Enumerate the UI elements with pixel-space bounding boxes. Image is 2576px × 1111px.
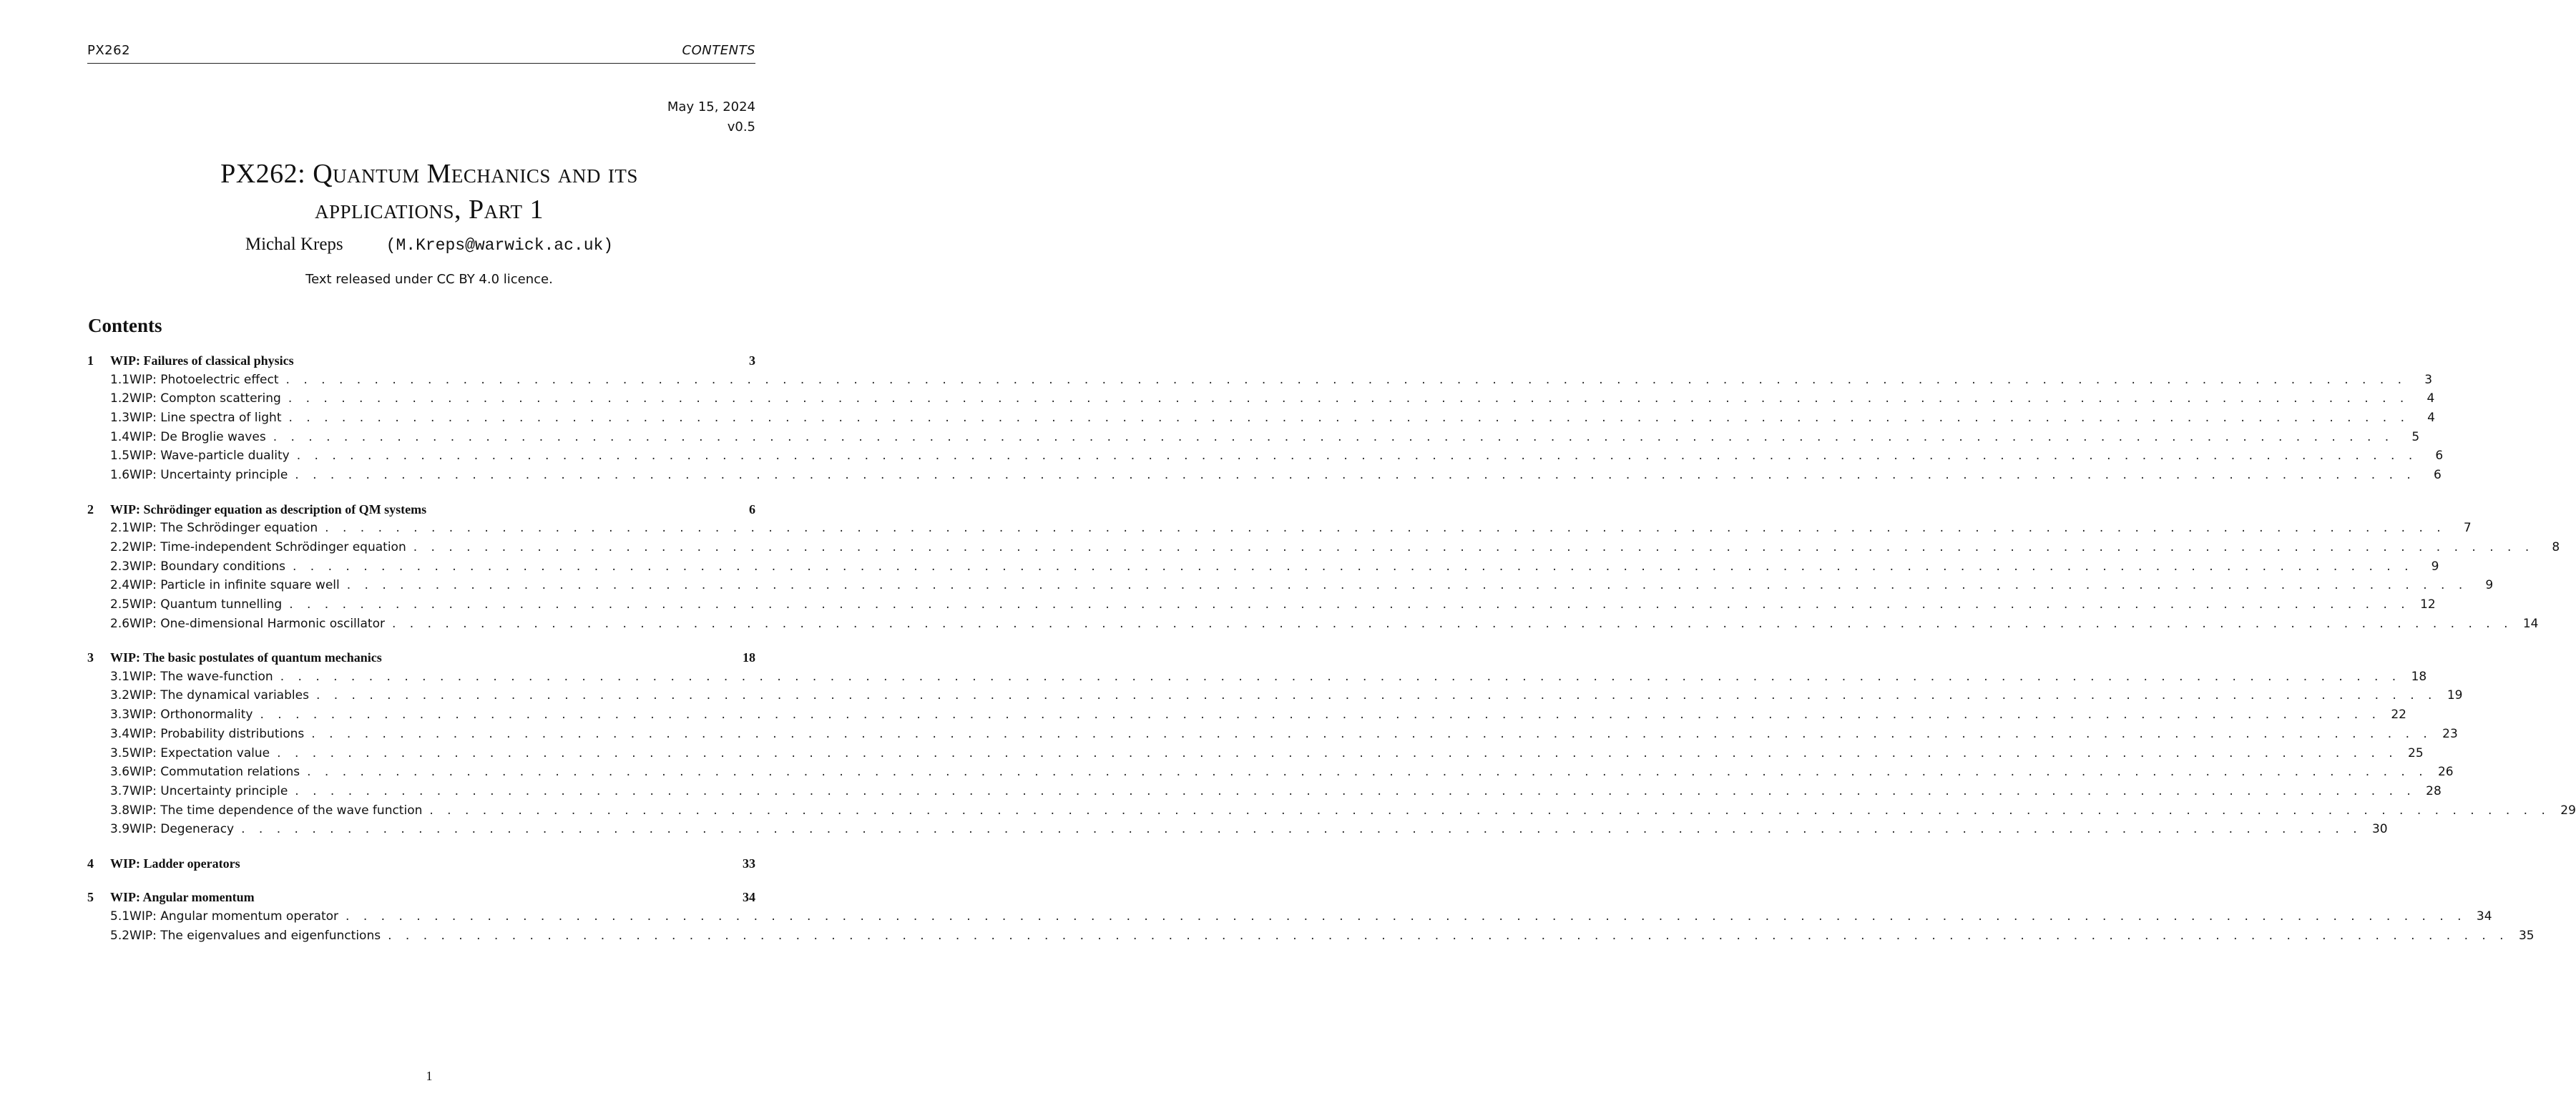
toc-subsection-page: 28 <box>2426 783 2442 798</box>
toc-subsection-entry[interactable] <box>87 803 2576 823</box>
toc-section-page: 33 <box>743 856 755 871</box>
toc-leader: . . . . . . . . . . . . . . . . . . . . . . . . . . . . . . . . . . . . . . . . . . . . . . . . . . . . . . . . . . . . . . . . . . . . . . . . . . . . . . . . . . . . . . . . . . . . . . . . . . . . . . . . . . . . . . . . . . . . . . . . <box>280 669 2401 684</box>
toc-subsection-number: 1.6 <box>110 467 130 482</box>
date-block <box>667 97 755 137</box>
toc-section-entry[interactable] <box>87 856 755 876</box>
toc-section-page: 34 <box>743 890 755 905</box>
toc-subsection-page: 8 <box>2552 539 2560 554</box>
toc-subsection-number: 2.6 <box>110 616 130 631</box>
toc-subsection-entry[interactable] <box>87 909 2492 929</box>
toc-leader: . . . . . . . . . . . . . . . . . . . . . . . . . . . . . . . . . . . . . . . . . . . . . . . . . . . . . . . . . . . . . . . . . . . . . . . . . . . . . . . . . . . . . . . . . . . . . . . . . . . . . . . . . . . . . . . . . . . . . . . . <box>277 745 2398 760</box>
toc-subsection-number: 1.3 <box>110 410 130 425</box>
toc-leader: . . . . . . . . . . . . . . . . . . . . . . . . . . . . . . . . . . . . . . . . . . . . . . . . . . . . . . . . . . . . . . . . . . . . . . . . . . . . . . . . . . . . . . . . . . . . . . . . . . . . . . . . . . . . . . . . . . . . . . . . <box>413 539 2535 554</box>
toc-subsection-page: 14 <box>2522 616 2539 631</box>
toc-leader: . . . . . . . . . . . . . . . . . . . . . . . . . . . . . . . . . . . . . . . . . . . . . . . . . . . . . . . . . . . . . . . . . . . . . . . . . . . . . . . . . . . . . . . . . . . . . . . . . . . . . . . . . . . . . . . . . . . . . . . . <box>289 597 2410 612</box>
toc-subsection-entry[interactable] <box>87 559 2439 579</box>
toc-subsection-entry[interactable] <box>87 391 2435 411</box>
toc-subsection-page: 29 <box>2560 803 2576 818</box>
toc-leader: . . . . . . . . . . . . . . . . . . . . . . . . . . . . . . . . . . . . . . . . . . . . . . . . . . . . . . . . . . . . . . . . . . . . . . . . . . . . . . . . . . . . . . . . . . . . . . . . . . . . . . . . . . . . . . . . . . . . . . . . <box>295 467 2416 482</box>
toc-subsection-title: WIP: The Schrödinger equation <box>129 521 318 536</box>
toc-subsection-title: WIP: Probability distributions <box>129 726 305 741</box>
toc-section-page: 18 <box>743 650 755 665</box>
header-course-code: PX262 <box>87 43 131 58</box>
toc-subsection-entry[interactable] <box>87 708 2406 727</box>
toc-subsection-entry[interactable] <box>87 467 2442 487</box>
toc-subsection-number: 2.4 <box>110 578 130 593</box>
table-of-contents <box>87 353 2576 962</box>
toc-subsection-page: 7 <box>2463 521 2472 536</box>
document-date: May 15, 2024 <box>667 99 755 114</box>
toc-subsection-title: WIP: Photoelectric effect <box>129 372 279 387</box>
toc-subsection-page: 23 <box>2442 726 2458 741</box>
toc-leader: . . . . . . . . . . . . . . . . . . . . . . . . . . . . . . . . . . . . . . . . . . . . . . . . . . . . . . . . . . . . . . . . . . . . . . . . . . . . . . . . . . . . . . . . . . . . . . . . . . . . . . . . . . . . . . . . . . . . . . . . <box>288 391 2409 406</box>
toc-leader: . . . . . . . . . . . . . . . . . . . . . . . . . . . . . . . . . . . . . . . . . . . . . . . . . . . . . . . . . . . . . . . . . . . . . . . . . . . . . . . . . . . . . . . . . . . . . . . . . . . . . . . . . . . . . . . . . . . . . . . . <box>388 928 2509 943</box>
toc-leader: . . . . . . . . . . . . . . . . . . . . . . . . . . . . . . . . . . . . . . . . . . . . . . . . . . . . . . . . . . . . . . . . . . . . . . . . . . . . . . . . . . . . . . . . . . . . . . . . . . . . . . . . . . . . . . . . . . . . . . . . <box>311 726 2432 741</box>
toc-subsection-page: 6 <box>2435 449 2444 464</box>
toc-section-entry[interactable] <box>87 650 755 670</box>
toc-subsection-title: WIP: Degeneracy <box>129 822 235 837</box>
toc-subsection-number: 1.2 <box>110 391 130 406</box>
toc-subsection-title: WIP: Angular momentum operator <box>129 909 339 924</box>
toc-subsection-page: 25 <box>2408 745 2424 760</box>
toc-section-title: WIP: Failures of classical physics <box>110 353 294 368</box>
toc-subsection-entry[interactable] <box>87 783 2442 803</box>
toc-subsection-title: WIP: The dynamical variables <box>129 688 309 703</box>
toc-section-number: 3 <box>87 650 94 665</box>
toc-subsection-title: WIP: Compton scattering <box>129 391 281 406</box>
toc-section-number: 2 <box>87 501 94 517</box>
toc-subsection-number: 2.1 <box>110 521 130 536</box>
toc-subsection-entry[interactable] <box>87 578 2494 597</box>
toc-section <box>87 856 755 876</box>
toc-section <box>87 650 2576 841</box>
toc-leader: . . . . . . . . . . . . . . . . . . . . . . . . . . . . . . . . . . . . . . . . . . . . . . . . . . . . . . . . . . . . . . . . . . . . . . . . . . . . . . . . . . . . . . . . . . . . . . . . . . . . . . . . . . . . . . . . . . . . . . . . <box>391 616 2513 631</box>
licence-note: Text released under CC BY 4.0 licence. <box>305 272 553 287</box>
toc-subsection-title: WIP: One-dimensional Harmonic oscillator <box>129 616 385 631</box>
toc-leader: . . . . . . . . . . . . . . . . . . . . . . . . . . . . . . . . . . . . . . . . . . . . . . . . . . . . . . . . . . . . . . . . . . . . . . . . . . . . . . . . . . . . . . . . . . . . . . . . . . . . . . . . . . . . . . . . . . . . . . . . <box>429 803 2550 818</box>
toc-section-title: WIP: Angular momentum <box>110 890 255 905</box>
toc-subsection-page: 34 <box>2476 909 2492 924</box>
toc-subsection-entry[interactable] <box>87 597 2436 617</box>
toc-subsection-page: 19 <box>2447 688 2463 703</box>
toc-subsection-title: WIP: Boundary conditions <box>129 559 285 574</box>
toc-subsection-page: 4 <box>2426 391 2435 406</box>
toc-subsection-title: WIP: Particle in infinite square well <box>129 578 340 593</box>
header-section-name: CONTENTS <box>682 43 755 58</box>
toc-leader: . . . . . . . . . . . . . . . . . . . . . . . . . . . . . . . . . . . . . . . . . . . . . . . . . . . . . . . . . . . . . . . . . . . . . . . . . . . . . . . . . . . . . . . . . . . . . . . . . . . . . . . . . . . . . . . . . . . . . . . . <box>241 822 2362 837</box>
toc-subsection-number: 2.3 <box>110 559 130 574</box>
toc-subsection-number: 3.6 <box>110 765 130 780</box>
toc-leader: . . . . . . . . . . . . . . . . . . . . . . . . . . . . . . . . . . . . . . . . . . . . . . . . . . . . . . . . . . . . . . . . . . . . . . . . . . . . . . . . . . . . . . . . . . . . . . . . . . . . . . . . . . . . . . . . . . . . . . . . <box>325 521 2446 536</box>
toc-subsection-number: 5.2 <box>110 928 130 943</box>
toc-section-entry[interactable] <box>87 502 755 522</box>
toc-subsection-page: 30 <box>2371 822 2388 837</box>
toc-subsection-entry[interactable] <box>87 429 2420 449</box>
page-number: 1 <box>426 1069 433 1083</box>
toc-leader: . . . . . . . . . . . . . . . . . . . . . . . . . . . . . . . . . . . . . . . . . . . . . . . . . . . . . . . . . . . . . . . . . . . . . . . . . . . . . . . . . . . . . . . . . . . . . . . . . . . . . . . . . . . . . . . . . . . . . . . . <box>292 559 2414 574</box>
toc-section-title: WIP: Schrödinger equation as description of QM systems <box>110 501 427 517</box>
toc-subsection-title: WIP: The time dependence of the wave function <box>129 803 423 818</box>
title-line-2: applications, Part 1 <box>314 195 544 225</box>
toc-subsection-number: 2.2 <box>110 539 130 554</box>
toc-subsection-entry[interactable] <box>87 521 2472 540</box>
toc-subsection-page: 9 <box>2431 559 2439 574</box>
toc-leader: . . . . . . . . . . . . . . . . . . . . . . . . . . . . . . . . . . . . . . . . . . . . . . . . . . . . . . . . . . . . . . . . . . . . . . . . . . . . . . . . . . . . . . . . . . . . . . . . . . . . . . . . . . . . . . . . . . . . . . . . <box>296 449 2418 464</box>
toc-section <box>87 501 2560 636</box>
title-line-1: PX262: Quantum Mechanics and its <box>220 159 638 189</box>
toc-subsection-page: 3 <box>2424 372 2433 387</box>
toc-leader: . . . . . . . . . . . . . . . . . . . . . . . . . . . . . . . . . . . . . . . . . . . . . . . . . . . . . . . . . . . . . . . . . . . . . . . . . . . . . . . . . . . . . . . . . . . . . . . . . . . . . . . . . . . . . . . . . . . . . . . . <box>273 429 2394 444</box>
toc-section-entry[interactable] <box>87 353 755 373</box>
toc-section-page: 6 <box>749 501 755 517</box>
toc-leader: . . . . . . . . . . . . . . . . . . . . . . . . . . . . . . . . . . . . . . . . . . . . . . . . . . . . . . . . . . . . . . . . . . . . . . . . . . . . . . . . . . . . . . . . . . . . . . . . . . . . . . . . . . . . . . . . . . . . . . . . <box>285 372 2407 387</box>
toc-subsection-entry[interactable] <box>87 616 2539 636</box>
toc-subsection-entry[interactable] <box>87 765 2454 784</box>
toc-section-page: 3 <box>749 353 755 368</box>
toc-subsection-title: WIP: Expectation value <box>129 745 270 760</box>
toc-section-title: WIP: Ladder operators <box>110 856 240 871</box>
toc-subsection-number: 1.4 <box>110 429 130 444</box>
toc-subsection-page: 18 <box>2411 669 2427 684</box>
running-header <box>87 43 755 64</box>
contents-heading: Contents <box>88 315 162 336</box>
author-email[interactable]: (M.Kreps@warwick.ac.uk) <box>386 236 614 255</box>
toc-subsection-number: 3.5 <box>110 745 130 760</box>
toc-leader: . . . . . . . . . . . . . . . . . . . . . . . . . . . . . . . . . . . . . . . . . . . . . . . . . . . . . . . . . . . . . . . . . . . . . . . . . . . . . . . . . . . . . . . . . . . . . . . . . . . . . . . . . . . . . . . . . . . . . . . . <box>315 688 2437 703</box>
document-title <box>87 156 771 227</box>
toc-section <box>87 353 2444 487</box>
toc-subsection-number: 2.5 <box>110 597 130 612</box>
toc-subsection-number: 3.8 <box>110 803 130 818</box>
toc-subsection-title: WIP: Quantum tunnelling <box>129 597 283 612</box>
toc-leader: . . . . . . . . . . . . . . . . . . . . . . . . . . . . . . . . . . . . . . . . . . . . . . . . . . . . . . . . . . . . . . . . . . . . . . . . . . . . . . . . . . . . . . . . . . . . . . . . . . . . . . . . . . . . . . . . . . . . . . . . <box>346 578 2468 593</box>
toc-subsection-number: 3.1 <box>110 669 130 684</box>
document-version: v0.5 <box>727 119 755 134</box>
toc-subsection-entry[interactable] <box>87 410 2435 430</box>
toc-subsection-page: 5 <box>2411 429 2420 444</box>
toc-subsection-page: 6 <box>2433 467 2442 482</box>
toc-subsection-number: 3.2 <box>110 688 130 703</box>
toc-subsection-title: WIP: Uncertainty principle <box>129 783 288 798</box>
toc-subsection-page: 4 <box>2427 410 2435 425</box>
toc-subsection-title: WIP: Line spectra of light <box>129 410 282 425</box>
toc-subsection-page: 12 <box>2420 597 2436 612</box>
toc-subsection-entry[interactable] <box>87 669 2427 689</box>
toc-subsection-page: 26 <box>2437 765 2454 780</box>
toc-subsection-number: 3.4 <box>110 726 130 741</box>
toc-subsection-number: 1.1 <box>110 372 130 387</box>
author-line <box>87 235 771 255</box>
toc-subsection-title: WIP: The wave-function <box>129 669 273 684</box>
toc-subsection-title: WIP: The eigenvalues and eigenfunctions <box>129 928 381 943</box>
toc-subsection-title: WIP: De Broglie waves <box>129 429 266 444</box>
toc-subsection-number: 3.3 <box>110 708 130 723</box>
toc-subsection-number: 3.9 <box>110 822 130 837</box>
toc-section-number: 5 <box>87 890 94 905</box>
toc-leader: . . . . . . . . . . . . . . . . . . . . . . . . . . . . . . . . . . . . . . . . . . . . . . . . . . . . . . . . . . . . . . . . . . . . . . . . . . . . . . . . . . . . . . . . . . . . . . . . . . . . . . . . . . . . . . . . . . . . . . . . <box>260 708 2381 723</box>
toc-subsection-page: 22 <box>2391 708 2406 723</box>
toc-leader: . . . . . . . . . . . . . . . . . . . . . . . . . . . . . . . . . . . . . . . . . . . . . . . . . . . . . . . . . . . . . . . . . . . . . . . . . . . . . . . . . . . . . . . . . . . . . . . . . . . . . . . . . . . . . . . . . . . . . . . . <box>346 909 2467 924</box>
toc-subsection-entry[interactable] <box>87 688 2463 708</box>
toc-subsection-title: WIP: Commutation relations <box>129 765 300 780</box>
toc-subsection-entry[interactable] <box>87 539 2560 559</box>
toc-section <box>87 890 2535 947</box>
toc-subsection-entry[interactable] <box>87 726 2458 746</box>
toc-subsection-title: WIP: Wave-particle duality <box>129 449 290 464</box>
toc-subsection-number: 1.5 <box>110 449 130 464</box>
toc-subsection-title: WIP: Orthonormality <box>129 708 253 723</box>
toc-subsection-number: 5.1 <box>110 909 130 924</box>
toc-leader: . . . . . . . . . . . . . . . . . . . . . . . . . . . . . . . . . . . . . . . . . . . . . . . . . . . . . . . . . . . . . . . . . . . . . . . . . . . . . . . . . . . . . . . . . . . . . . . . . . . . . . . . . . . . . . . . . . . . . . . . <box>307 765 2428 780</box>
toc-leader: . . . . . . . . . . . . . . . . . . . . . . . . . . . . . . . . . . . . . . . . . . . . . . . . . . . . . . . . . . . . . . . . . . . . . . . . . . . . . . . . . . . . . . . . . . . . . . . . . . . . . . . . . . . . . . . . . . . . . . . . <box>288 410 2409 425</box>
toc-subsection-page: 35 <box>2518 928 2535 943</box>
toc-subsection-page: 9 <box>2485 578 2494 593</box>
toc-subsection-entry[interactable] <box>87 449 2444 468</box>
toc-subsection-entry[interactable] <box>87 745 2424 765</box>
toc-leader: . . . . . . . . . . . . . . . . . . . . . . . . . . . . . . . . . . . . . . . . . . . . . . . . . . . . . . . . . . . . . . . . . . . . . . . . . . . . . . . . . . . . . . . . . . . . . . . . . . . . . . . . . . . . . . . . . . . . . . . . <box>295 783 2416 798</box>
toc-section-entry[interactable] <box>87 890 755 909</box>
toc-subsection-entry[interactable] <box>87 928 2535 948</box>
toc-subsection-title: WIP: Uncertainty principle <box>129 467 288 482</box>
toc-subsection-entry[interactable] <box>87 822 2388 841</box>
toc-subsection-number: 3.7 <box>110 783 130 798</box>
toc-subsection-title: WIP: Time-independent Schrödinger equation <box>129 539 406 554</box>
toc-section-number: 1 <box>87 353 94 368</box>
toc-section-number: 4 <box>87 856 94 871</box>
toc-section-title: WIP: The basic postulates of quantum mechanics <box>110 650 382 665</box>
toc-subsection-entry[interactable] <box>87 372 2433 392</box>
author-name: Michal Kreps <box>245 235 343 254</box>
